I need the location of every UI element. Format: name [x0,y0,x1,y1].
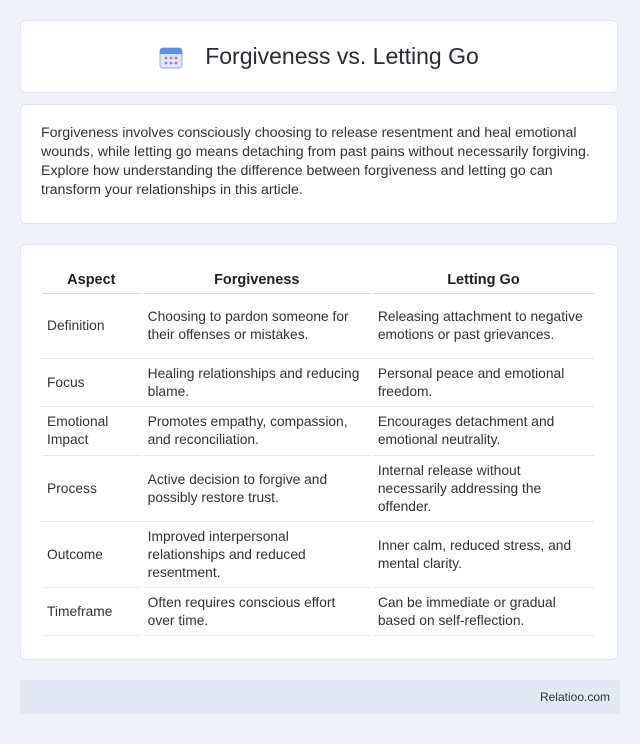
footer [20,680,620,714]
column-header-forgiveness: Forgiveness [143,265,371,294]
cell-letting-go: Can be immediate or gradual based on self-reflection. [373,588,594,636]
page-title: Forgiveness vs. Letting Go [205,43,479,69]
table-row [42,359,594,407]
intro-text: Forgiveness involves consciously choosing to release resentment and heal emotional wounds, while letting go means detaching from past pains without necessarily forgiving. Explore how understanding the difference between forgiveness and letting go can transform your relationships in this article. [41,125,590,198]
intro-card [20,104,618,224]
column-header-aspect: Aspect [42,265,141,294]
table-header-row [42,265,594,294]
table-row [42,522,594,588]
comparison-card [20,244,618,660]
cell-forgiveness: Promotes empathy, compassion, and reconciliation. [143,407,371,456]
comparison-table [40,265,596,636]
table-row [42,407,594,456]
cell-aspect: Focus [42,359,141,407]
cell-letting-go: Encourages detachment and emotional neutrality. [373,407,594,456]
cell-forgiveness: Choosing to pardon someone for their offenses or mistakes. [143,294,371,359]
column-header-letting-go: Letting Go [373,265,594,294]
cell-aspect: Process [42,456,141,522]
title-card [20,20,618,93]
calendar-icon [159,45,183,69]
cell-letting-go: Internal release without necessarily addressing the offender. [373,456,594,522]
cell-letting-go: Inner calm, reduced stress, and mental clarity. [373,522,594,588]
cell-forgiveness: Active decision to forgive and possibly restore trust. [143,456,371,522]
cell-forgiveness: Often requires conscious effort over time. [143,588,371,636]
cell-forgiveness: Healing relationships and reducing blame. [143,359,371,407]
cell-forgiveness: Improved interpersonal relationships and reduced resentment. [143,522,371,588]
table-row [42,294,594,359]
cell-aspect: Definition [42,294,141,359]
cell-letting-go: Releasing attachment to negative emotions or past grievances. [373,294,594,359]
cell-aspect: Outcome [42,522,141,588]
cell-aspect: Timeframe [42,588,141,636]
cell-letting-go: Personal peace and emotional freedom. [373,359,594,407]
table-row [42,456,594,522]
cell-aspect: Emotional Impact [42,407,141,456]
table-row [42,588,594,636]
footer-brand: Relatioo.com [539,690,610,704]
